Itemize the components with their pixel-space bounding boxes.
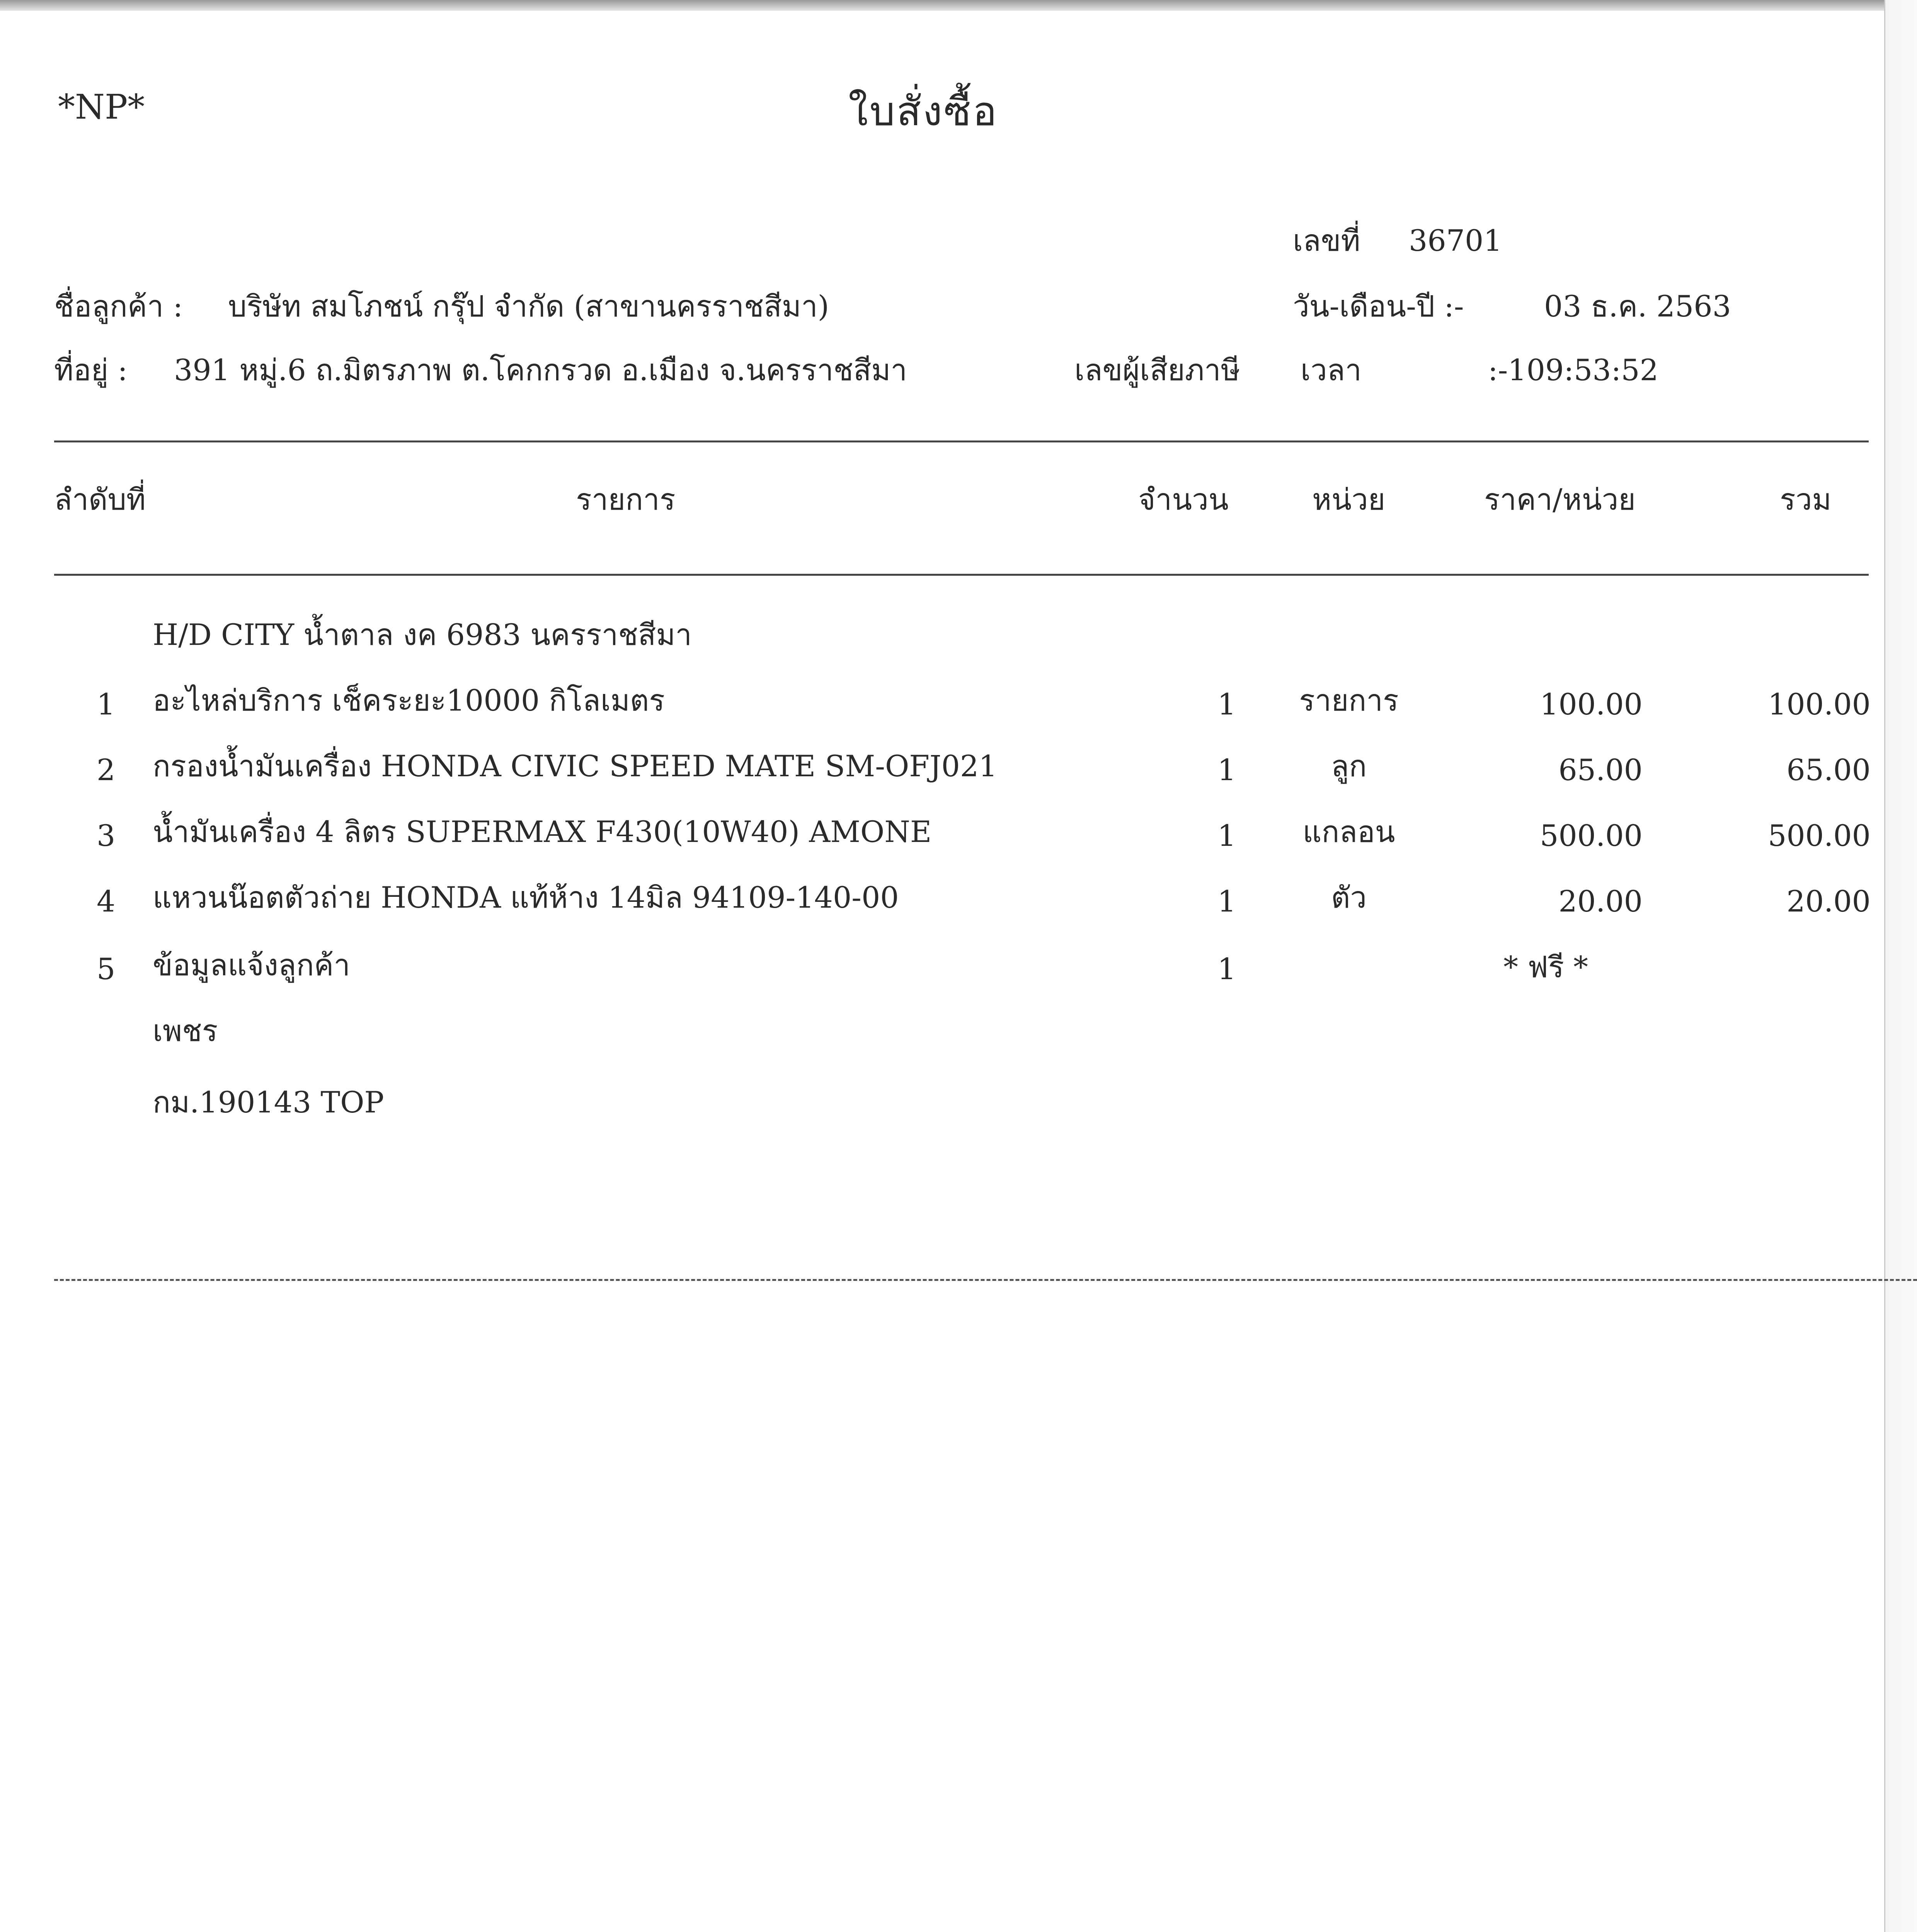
doc-no-label: เลขที่	[1293, 223, 1360, 258]
item-no: 3	[97, 818, 116, 853]
item-description: น้ำมันเครื่อง 4 ลิตร SUPERMAX F430(10W40) AMONE	[153, 815, 932, 849]
item-unit: แกลอน	[1302, 815, 1395, 849]
paper-top-edge	[0, 0, 1917, 11]
item-description: แหวนน๊อตตัวถ่าย HONDA แท้ห้าง 14มิล 94109-140-00	[153, 880, 899, 915]
customer-name: บริษัท สมโภชน์ กรุ๊ป จำกัด (สาขานครราชสีมา)	[228, 289, 829, 323]
column-header-divider	[54, 574, 1869, 576]
address-value: 391 หมู่.6 ถ.มิตรภาพ ต.โคกกรวด อ.เมือง จ.นครราชสีมา	[174, 353, 907, 387]
item-qty: 1	[1217, 818, 1236, 853]
col-header-total: รวม	[1780, 482, 1832, 517]
item-total: 500.00	[1768, 818, 1871, 853]
item-price: 20.00	[1558, 884, 1643, 918]
item-total: 100.00	[1768, 687, 1871, 721]
item-description: ข้อมูลแจ้งลูกค้า	[153, 948, 350, 982]
item-description: อะไหล่บริการ เช็คระยะ10000 กิโลเมตร	[153, 683, 665, 718]
paper-right-edge	[1884, 0, 1917, 1932]
item-price-free: * ฟรี *	[1503, 950, 1588, 984]
date-label: วัน-เดือน-ปี :-	[1293, 289, 1464, 323]
item-total: 20.00	[1786, 884, 1871, 918]
date-value: 03 ธ.ค. 2563	[1544, 289, 1731, 323]
item-qty: 1	[1217, 884, 1236, 918]
item-unit: รายการ	[1299, 683, 1399, 718]
item-price: 65.00	[1558, 753, 1643, 787]
item-no: 2	[97, 753, 116, 787]
item-unit: ลูก	[1331, 749, 1367, 783]
col-header-price: ราคา/หน่วย	[1484, 482, 1636, 517]
note-line: กม.190143 TOP	[153, 1085, 384, 1119]
item-total: 65.00	[1786, 753, 1871, 787]
address-label: ที่อยู่ :	[54, 353, 128, 387]
item-qty: 1	[1217, 753, 1236, 787]
item-price: 100.00	[1540, 687, 1643, 721]
item-price: 500.00	[1540, 818, 1643, 853]
vehicle-info: H/D CITY น้ำตาล งค 6983 นครราชสีมา	[153, 617, 692, 652]
time-label: เวลา	[1301, 353, 1362, 387]
note-line: เพชร	[153, 1014, 218, 1048]
item-no: 4	[97, 884, 116, 918]
np-stamp: *NP*	[58, 87, 145, 127]
item-qty: 1	[1217, 687, 1236, 721]
col-header-qty: จำนวน	[1138, 482, 1229, 517]
time-value: :-109:53:52	[1488, 353, 1658, 387]
header-divider	[54, 440, 1869, 442]
item-description: กรองน้ำมันเครื่อง HONDA CIVIC SPEED MATE SM-OFJ021	[153, 749, 998, 783]
tax-id-label: เลขผู้เสียภาษี	[1074, 353, 1240, 387]
item-no: 1	[97, 687, 116, 721]
customer-name-label: ชื่อลูกค้า :	[54, 289, 183, 323]
col-header-desc: รายการ	[576, 482, 676, 517]
col-header-no: ลำดับที่	[54, 482, 146, 517]
items-end-dashed-divider	[54, 1279, 1917, 1281]
document-title: ใบสั่งซื้อ	[848, 88, 999, 135]
item-qty: 1	[1217, 952, 1236, 986]
item-no: 5	[97, 952, 116, 986]
doc-no-value: 36701	[1409, 223, 1502, 258]
item-unit: ตัว	[1331, 880, 1367, 915]
col-header-unit: หน่วย	[1312, 482, 1386, 517]
